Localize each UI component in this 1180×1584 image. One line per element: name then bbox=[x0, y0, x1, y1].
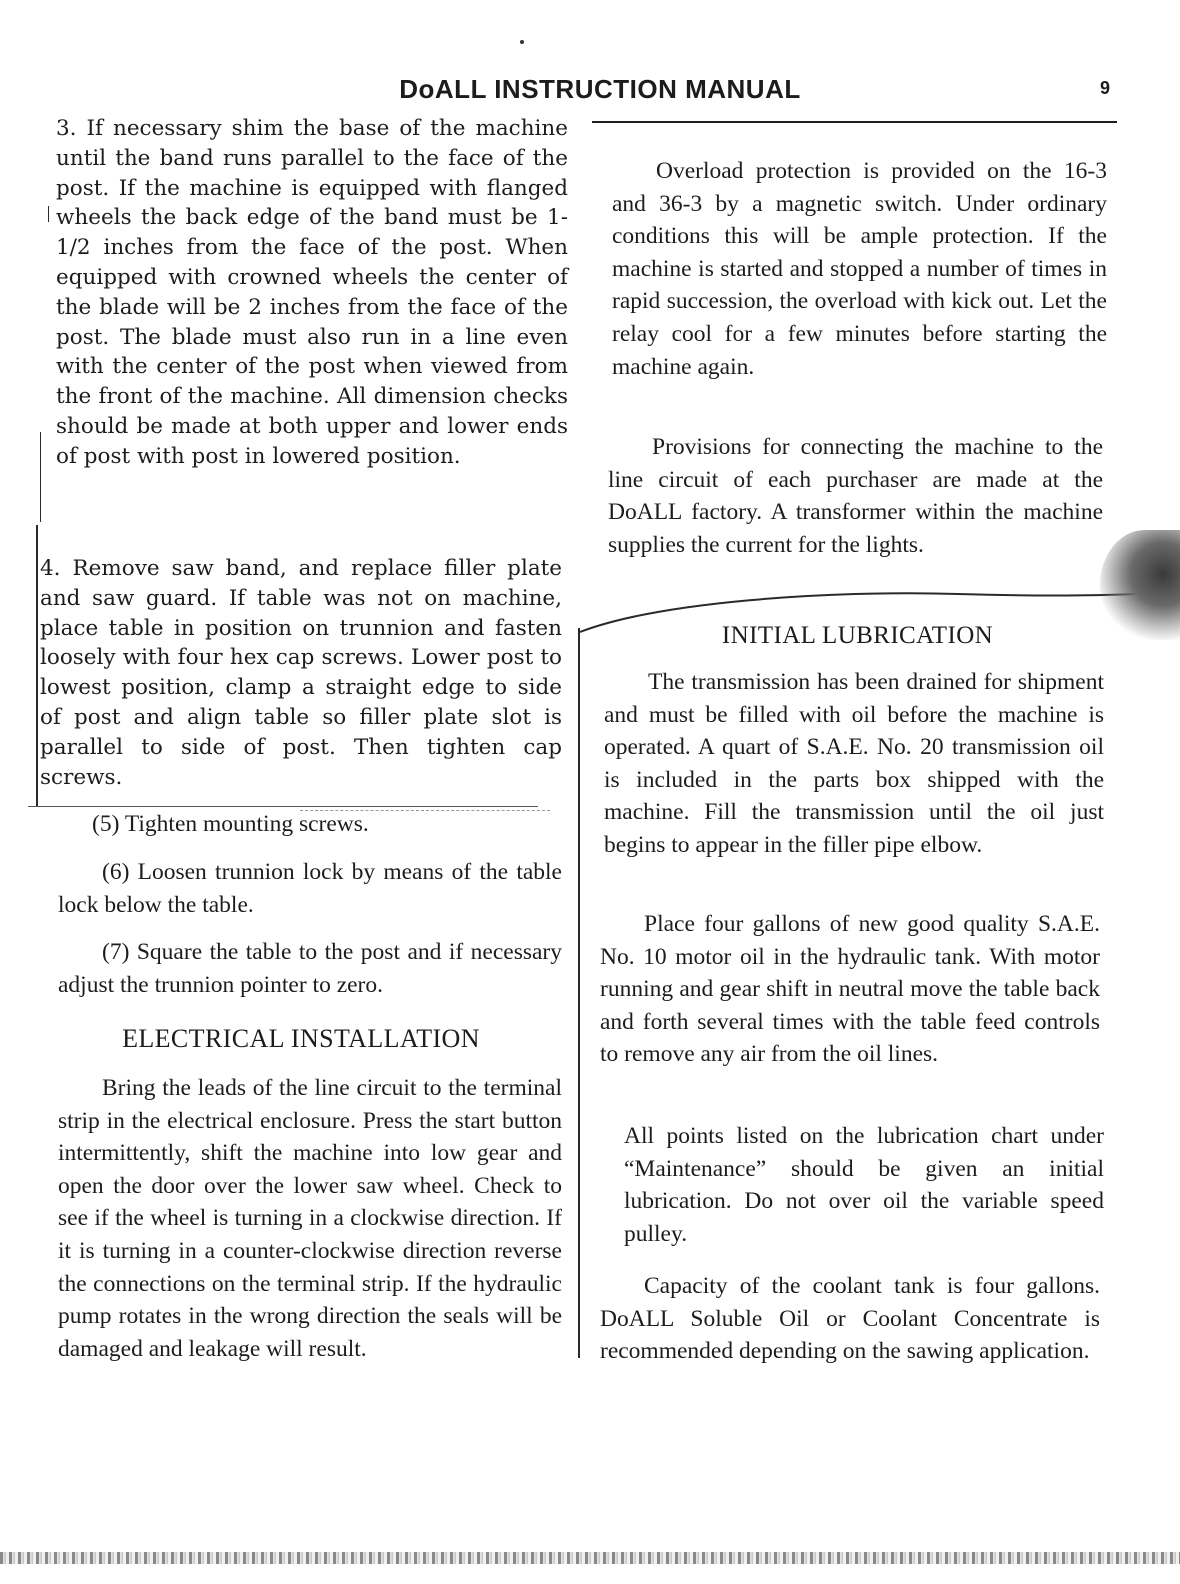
provisions-paragraph: Provisions for connecting the machine to the line circuit of each purchaser are made at the DoALL factory. A transformer within the machine supplies the current for the lights. bbox=[608, 434, 1103, 558]
margin-mark-line bbox=[48, 206, 49, 222]
header-rule bbox=[592, 121, 1117, 123]
step-7-paragraph: (7) Square the table to the post and if necessary adjust the trunnion pointer to zero. bbox=[58, 939, 562, 998]
step-6-paragraph: (6) Loosen trunnion lock by means of the table lock below the table. bbox=[58, 859, 562, 918]
margin-mark-line bbox=[36, 525, 38, 807]
hydraulic-paragraph: Place four gallons of new good quality S.A.E. No. 10 motor oil in the hydraulic tank. With motor running and gear shift in neutral move the table back and forth several times with the table feed controls to remove any air from the oil lines. bbox=[600, 911, 1100, 1068]
electrical-installation-heading: ELECTRICAL INSTALLATION bbox=[122, 1024, 480, 1053]
speck-mark bbox=[520, 40, 524, 44]
step-3-paragraph: 3. If necessary shim the base of the machine until the band runs parallel to the face of the post. If the machine is equipped with flanged wheels the back edge of the band must be 1-1/2 inches from the face of the post. When equipped with crowned wheels the center of the blade will be 2 inches from the face of the post. The blade must also run in a line even with the center of the post when viewed from the front of the machine. All dimension checks should be made at both upper and lower ends of post with post in lowered position. bbox=[56, 116, 568, 469]
initial-lubrication-heading: INITIAL LUBRICATION bbox=[721, 622, 994, 649]
margin-mark-line bbox=[28, 806, 538, 807]
dotted-mark bbox=[300, 810, 550, 811]
coolant-paragraph: Capacity of the coolant tank is four gallons. DoALL Soluble Oil or Coolant Concentrate is recommended depending on the sawing application. bbox=[600, 1273, 1100, 1365]
scan-edge-noise bbox=[0, 1552, 1180, 1564]
lubrication-chart-paragraph: All points listed on the lubrication chart under “Maintenance” should be given an initial lubrication. Do not over oil the variable speed pulley. bbox=[624, 1123, 1104, 1247]
step-5-paragraph: (5) Tighten mounting screws. bbox=[92, 811, 369, 837]
overload-paragraph: Overload protection is provided on the 16-3 and 36-3 by a magnetic switch. Under ordinary conditions this will be ample protection. If the machine is started and stopped a number of times in rapid succession, the overload with kick out. Let the relay cool for a few minutes before starting the machine again. bbox=[612, 158, 1107, 380]
margin-mark-line bbox=[40, 432, 41, 522]
transmission-paragraph: The transmission has been drained for shipment and must be filled with oil before the machine is operated. A quart of S.A.E. No. 20 transmission oil is included in the parts box shipped with the machine. Fill the transmission until the oil just begins to appear in the filler pipe elbow. bbox=[604, 669, 1104, 858]
electrical-installation-paragraph: Bring the leads of the line circuit to the terminal strip in the electrical enclosure. Press the start button intermittently, shift the machine into low gear and open the door over the lower saw wheel. Check to see if the wheel is turning in a clockwise direction. If it is turning in a counter-clockwise direction reverse the connections on the terminal strip. If the hydraulic pump rotates in the wrong direction the seals will be damaged and leakage will result. bbox=[58, 1075, 562, 1362]
page-title: DoALL INSTRUCTION MANUAL bbox=[399, 74, 801, 104]
ink-smudge bbox=[1100, 530, 1180, 640]
handwritten-bracket-mark bbox=[578, 628, 594, 1358]
step-4-paragraph: 4. Remove saw band, and replace filler plate and saw guard. If table was not on machine, place table in position on trunnion and fasten loosely with four hex cap screws. Lower post to lowest position, clamp a straight edge to side of post and align table so filler plate slot is parallel to side of post. Then tighten cap screws. bbox=[40, 556, 562, 790]
page-number: 9 bbox=[1100, 78, 1111, 98]
